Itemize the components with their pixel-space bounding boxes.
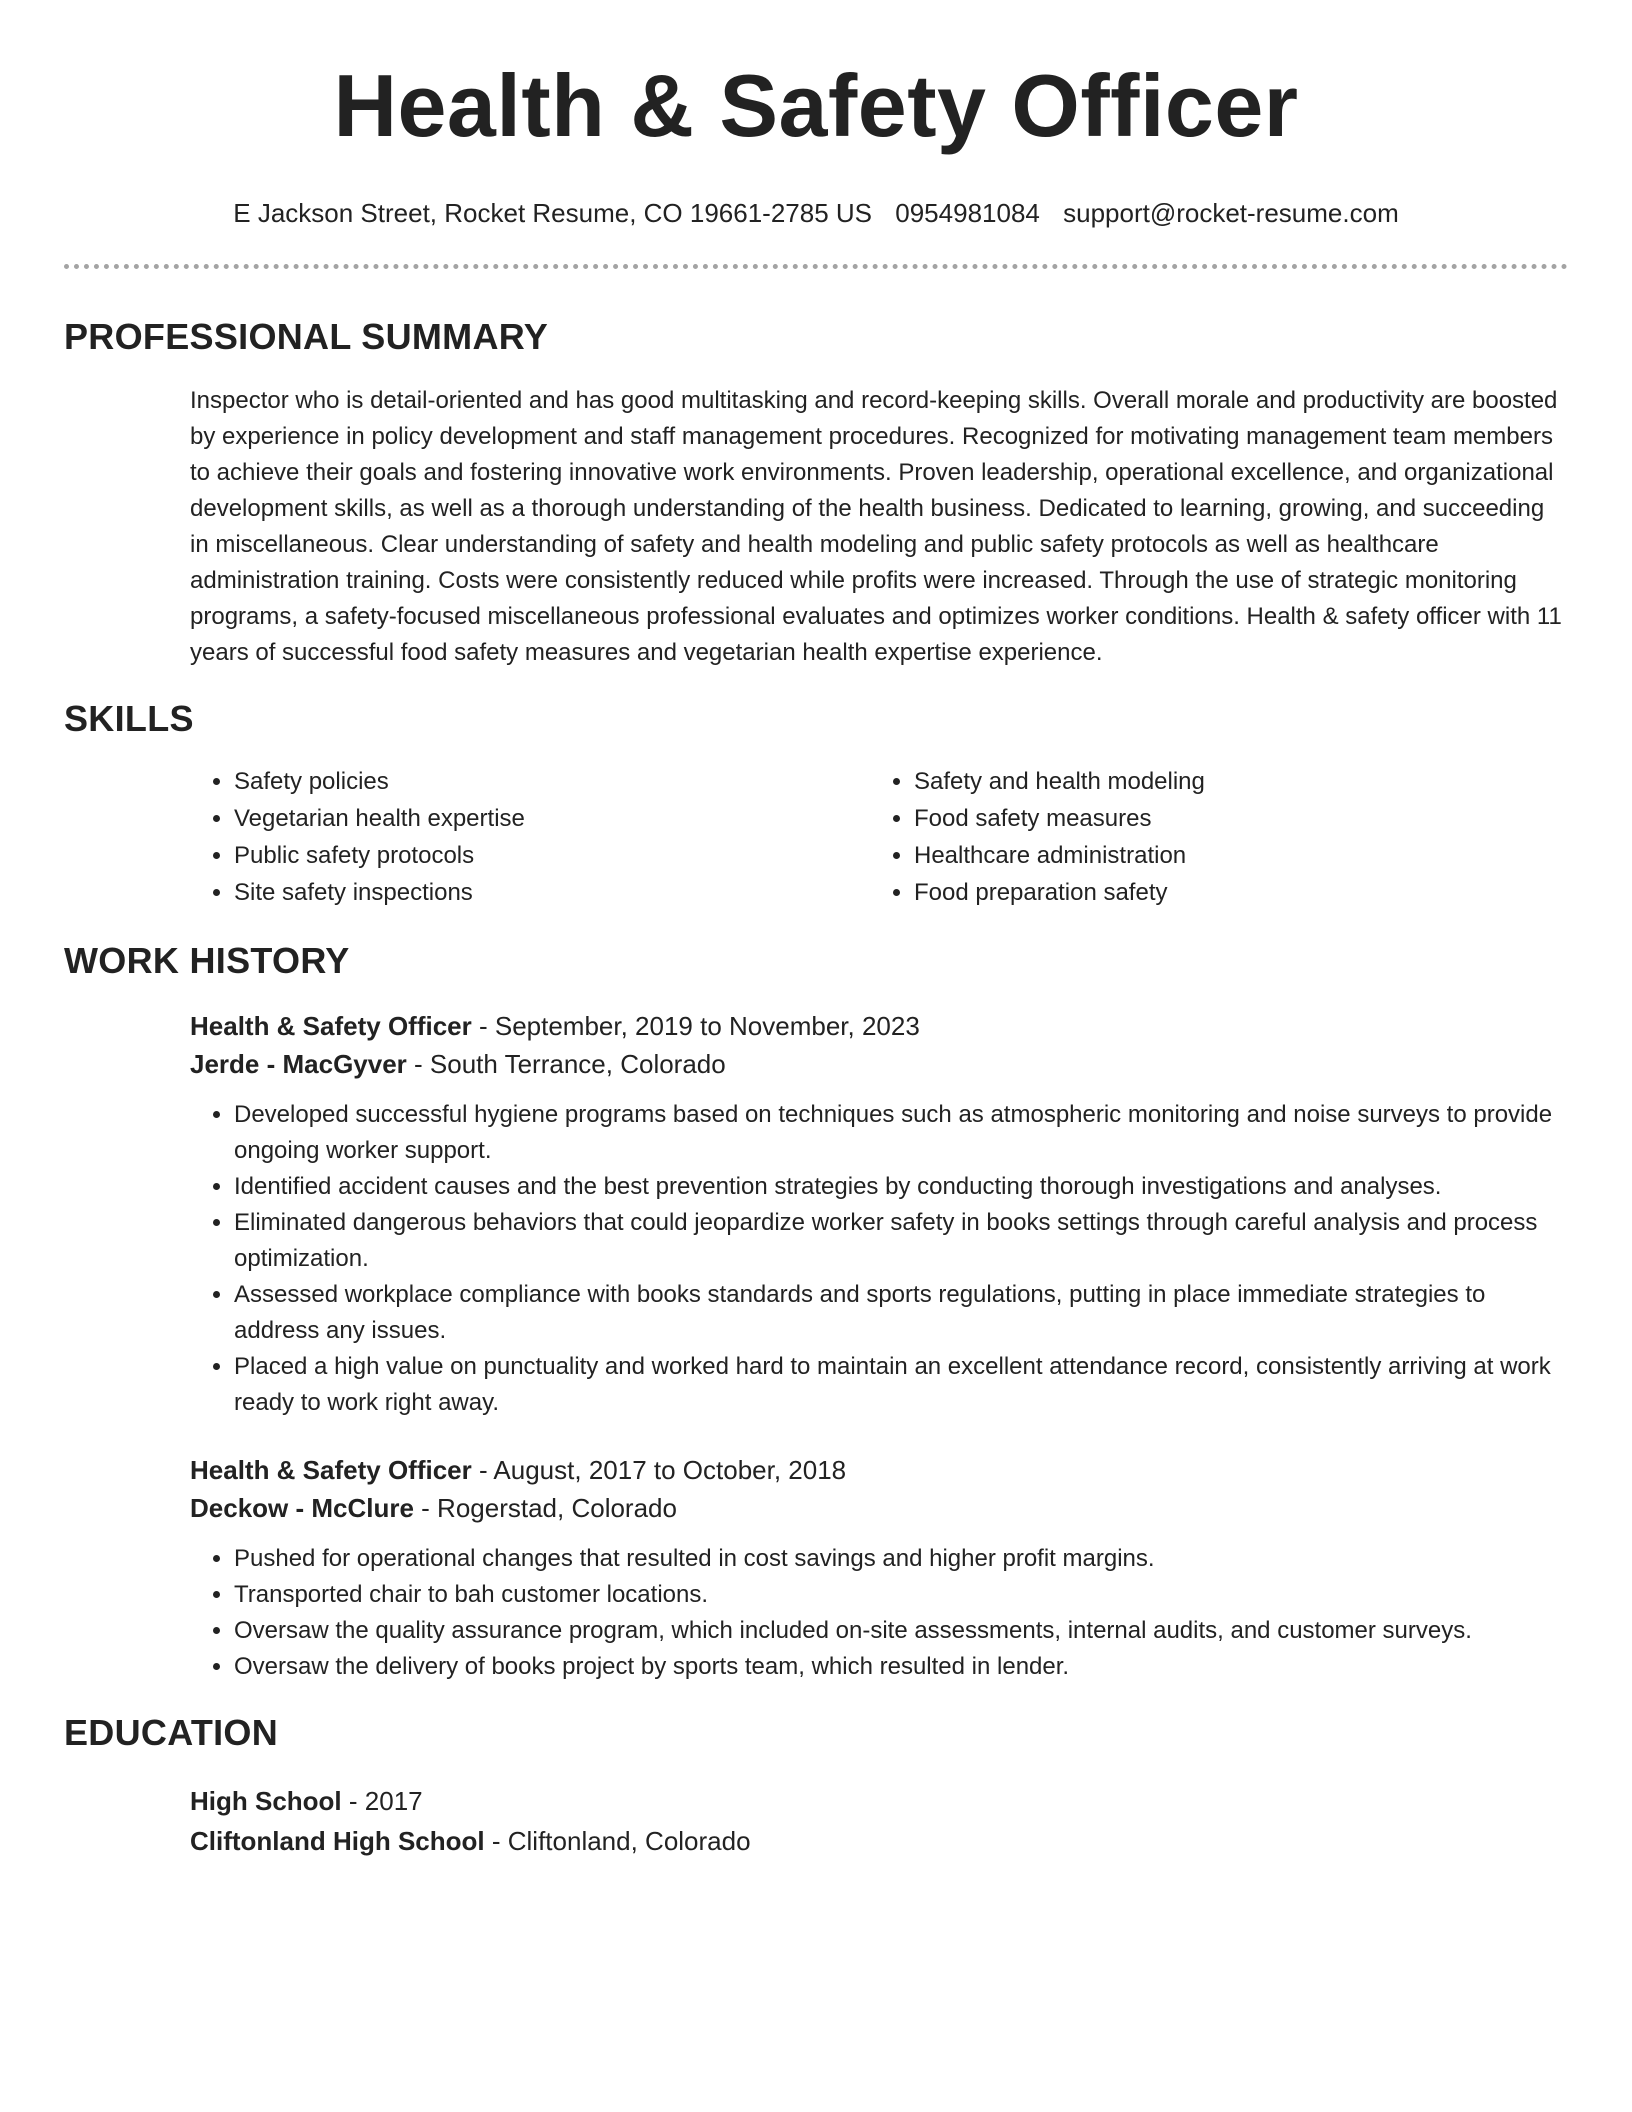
education-school-line bbox=[190, 1821, 1568, 1861]
skills-column-left bbox=[190, 763, 870, 911]
skills-column-right bbox=[870, 763, 1568, 911]
skill-item: • Public safety protocols bbox=[234, 837, 870, 874]
contact-phone: 0954981084 bbox=[895, 198, 1040, 228]
job-duty: • Pushed for operational changes that resulted in cost savings and higher profit margins. bbox=[234, 1541, 1568, 1577]
education-school: Cliftonland High School bbox=[190, 1826, 485, 1856]
job-duty: • Oversaw the delivery of books project by sports team, which resulted in lender. bbox=[234, 1649, 1568, 1685]
job-company-line bbox=[190, 1489, 1568, 1527]
job-duty: • Eliminated dangerous behaviors that could jeopardize worker safety in books settings through careful analysis and process optimization. bbox=[234, 1205, 1568, 1277]
job-duty: • Developed successful hygiene programs based on techniques such as atmospheric monitoring and noise surveys to provide ongoing worker support. bbox=[234, 1097, 1568, 1169]
contact-email: support@rocket-resume.com bbox=[1063, 198, 1399, 228]
skill-item: • Healthcare administration bbox=[914, 837, 1568, 874]
summary-heading: PROFESSIONAL SUMMARY bbox=[64, 316, 549, 357]
job-location: - Rogerstad, Colorado bbox=[413, 1493, 677, 1523]
job-duty: • Oversaw the quality assurance program, which included on-site assessments, internal audits, and customer surveys. bbox=[234, 1613, 1568, 1649]
job-duty: • Transported chair to bah customer locations. bbox=[234, 1577, 1568, 1613]
contact-address: E Jackson Street, Rocket Resume, CO 19661-2785 US bbox=[233, 198, 873, 228]
job-role: Health & Safety Officer bbox=[190, 1011, 472, 1041]
job-dates: - August, 2017 to October, 2018 bbox=[471, 1455, 847, 1485]
education-location: - Cliftonland, Colorado bbox=[484, 1826, 751, 1856]
job-role: Health & Safety Officer bbox=[190, 1455, 472, 1485]
header-divider bbox=[64, 264, 1568, 269]
job-company-line bbox=[190, 1045, 1568, 1083]
job-duties bbox=[190, 1541, 1568, 1685]
job-title-line bbox=[190, 1451, 1568, 1489]
job-company: Jerde - MacGyver bbox=[190, 1049, 407, 1079]
skills-heading: SKILLS bbox=[64, 698, 194, 739]
job-location: - South Terrance, Colorado bbox=[406, 1049, 726, 1079]
contact-line bbox=[64, 196, 1568, 230]
job-duties bbox=[190, 1097, 1568, 1421]
education-year: - 2017 bbox=[341, 1786, 423, 1816]
job-duty: • Assessed workplace compliance with books standards and sports regulations, putting in place immediate strategies to address any issues. bbox=[234, 1277, 1568, 1349]
education-degree-line bbox=[190, 1781, 1568, 1821]
education-heading: EDUCATION bbox=[64, 1712, 279, 1753]
education-degree: High School bbox=[190, 1786, 342, 1816]
job-title-line bbox=[190, 1007, 1568, 1045]
job-entry bbox=[190, 1451, 1568, 1685]
job-duty: • Placed a high value on punctuality and worked hard to maintain an excellent attendance record, consistently arriving at work ready to work right away. bbox=[234, 1349, 1568, 1421]
job-entry bbox=[190, 1007, 1568, 1421]
skill-item: • Food preparation safety bbox=[914, 874, 1568, 911]
resume-name: Health & Safety Officer bbox=[333, 56, 1299, 155]
skill-item: • Food safety measures bbox=[914, 800, 1568, 837]
work-history-heading: WORK HISTORY bbox=[64, 940, 350, 981]
skill-item: • Site safety inspections bbox=[234, 874, 870, 911]
job-dates: - September, 2019 to November, 2023 bbox=[471, 1011, 920, 1041]
skills-list bbox=[190, 763, 1568, 911]
job-company: Deckow - McClure bbox=[190, 1493, 414, 1523]
education-entry bbox=[190, 1781, 1568, 1861]
skill-item: • Safety and health modeling bbox=[914, 763, 1568, 800]
job-duty: • Identified accident causes and the best prevention strategies by conducting thorough investigations and analyses. bbox=[234, 1169, 1568, 1205]
skill-item: • Safety policies bbox=[234, 763, 870, 800]
skill-item: • Vegetarian health expertise bbox=[234, 800, 870, 837]
summary-text: Inspector who is detail-oriented and has good multitasking and record-keeping skills. Overall morale and productivity are boosted by experience in policy development and staff management procedures. Recognized for motivating management team members to achieve their goals and fostering innovative work environments. Proven leadership, operational excellence, and organizational development skills, as well as a thorough understanding of the health business. Dedicated to learning, growing, and succeeding in miscellaneous. Clear understanding of safety and health modeling and public safety protocols as well as healthcare administration training. Costs were consistently reduced while profits were increased. Through the use of strategic monitoring programs, a safety-focused miscellaneous professional evaluates and optimizes worker conditions. Health & safety officer with 11 years of successful food safety measures and vegetarian health expertise experience. bbox=[190, 387, 1562, 666]
